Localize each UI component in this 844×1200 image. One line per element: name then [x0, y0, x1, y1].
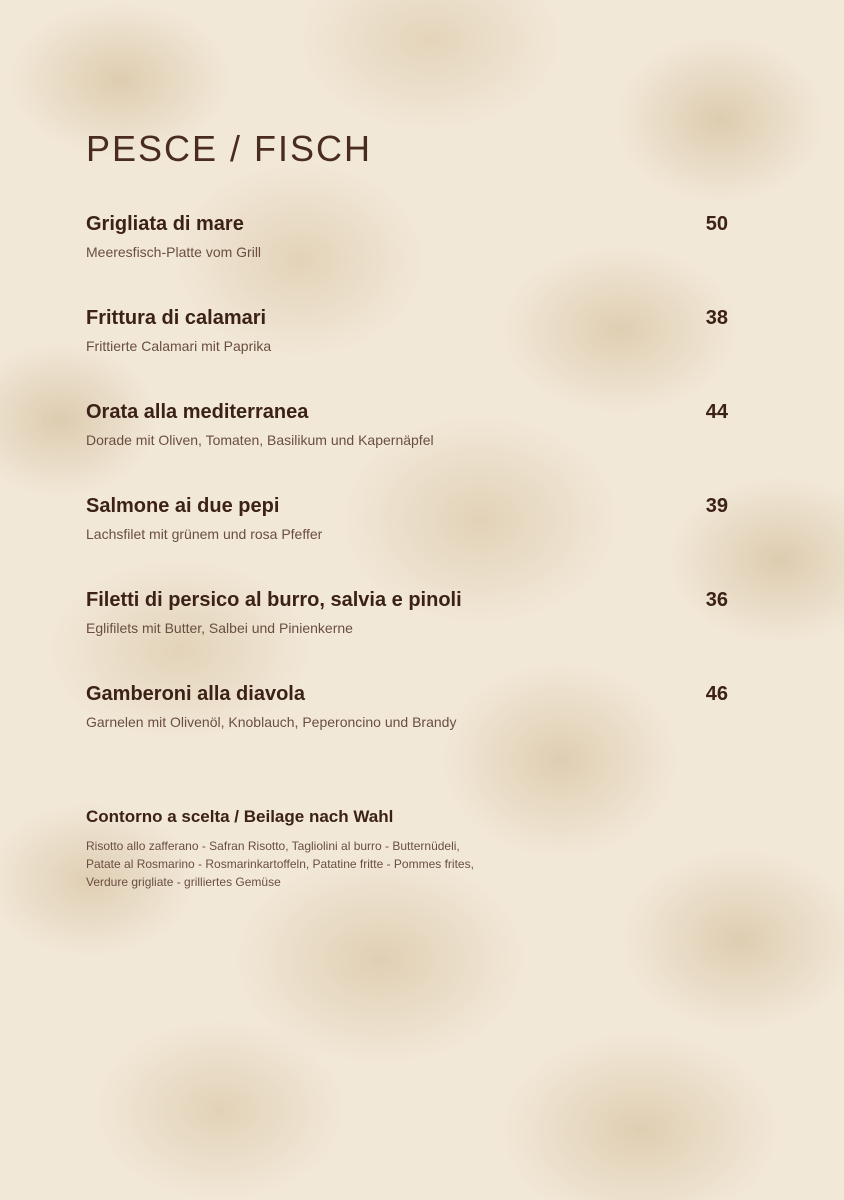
dish-name: Salmone ai due pepi — [86, 495, 280, 517]
dish-header — [86, 495, 730, 518]
dish-price: 38 — [705, 307, 728, 329]
side-dishes-title: Contorno a scelta / Beilage nach Wahl — [86, 807, 394, 826]
dish-name: Filetti di persico al burro, salvia e pinoli — [86, 589, 462, 611]
dish-name: Grigliata di mare — [86, 213, 244, 235]
dish-description: Dorade mit Oliven, Tomaten, Basilikum und Kapernäpfel — [86, 432, 434, 448]
dish-item — [86, 401, 730, 495]
dish-header — [86, 401, 730, 424]
dish-header — [86, 213, 730, 236]
dish-name: Frittura di calamari — [86, 307, 267, 329]
dish-name: Orata alla mediterranea — [86, 401, 309, 423]
dish-header — [86, 307, 730, 330]
dish-price: 44 — [705, 401, 728, 423]
dish-price: 46 — [705, 683, 728, 705]
dish-description: Meeresfisch-Platte vom Grill — [86, 244, 262, 260]
side-dishes-line: Patate al Rosmarino - Rosmarinkartoffeln, Patatine fritte - Pommes frites, — [86, 857, 474, 871]
dish-item — [86, 307, 730, 401]
dish-description: Eglifilets mit Butter, Salbei und Pinienkerne — [86, 620, 353, 636]
dish-name: Gamberoni alla diavola — [86, 683, 305, 705]
dish-description: Lachsfilet mit grünem und rosa Pfeffer — [86, 526, 323, 542]
dish-header — [86, 683, 730, 706]
side-dishes-section — [86, 807, 730, 891]
dish-description: Garnelen mit Olivenöl, Knoblauch, Peperoncino und Brandy — [86, 714, 457, 730]
dish-price: 39 — [705, 495, 728, 517]
dish-list — [86, 213, 730, 777]
dish-item — [86, 213, 730, 307]
dish-price: 36 — [705, 589, 728, 611]
dish-price: 50 — [705, 213, 728, 235]
dish-item — [86, 589, 730, 683]
dish-header — [86, 589, 730, 612]
dish-description: Frittierte Calamari mit Paprika — [86, 338, 272, 354]
dish-item — [86, 683, 730, 777]
side-dishes-line: Risotto allo zafferano - Safran Risotto, Tagliolini al burro - Butternüdeli, — [86, 839, 460, 853]
page-title: PESCE / FISCH — [86, 128, 373, 169]
side-dishes-line: Verdure grigliate - grilliertes Gemüse — [86, 875, 281, 889]
dish-item — [86, 495, 730, 589]
